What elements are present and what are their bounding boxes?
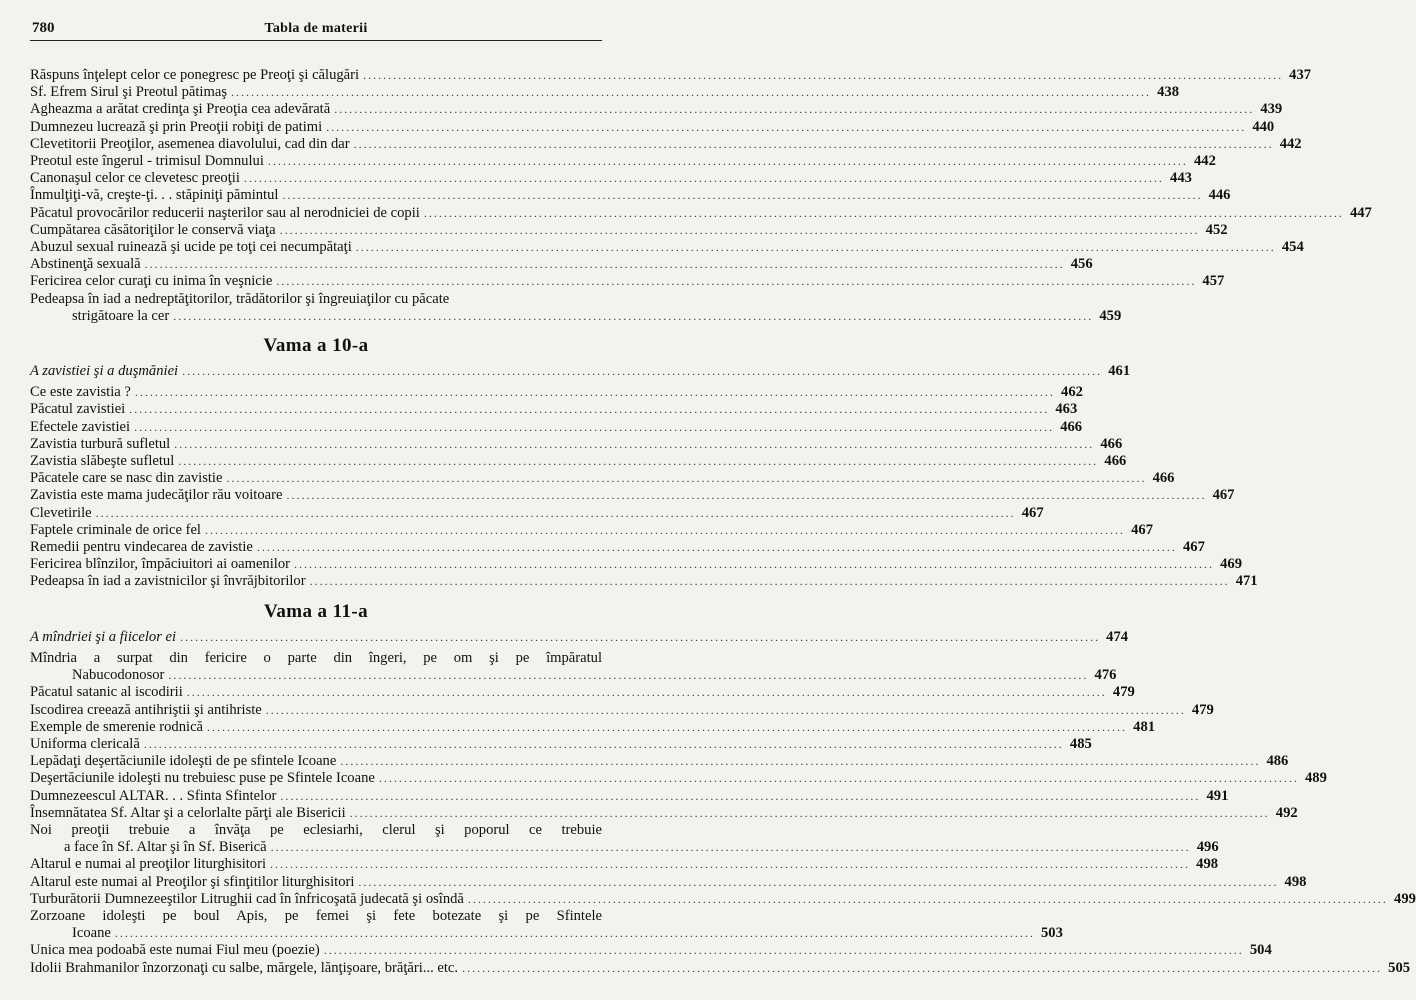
toc-entry-title: Cumpătarea căsătoriţilor le conservă viaţa [30,221,276,238]
toc-entry-page: 486 [1266,753,1289,770]
toc-entry-title: Idolii Brahmanilor înzorzonaţi cu salbe, mărgele, lănţişoare, brăţări... etc. [30,959,459,976]
dot-leader: ........................................................................................................................................................................................ [309,574,1230,589]
toc-entry [30,770,1327,787]
toc-entry-title: Exemple de smerenie rodnică [30,718,204,735]
toc-entry [30,573,1258,590]
toc-entry [30,135,1302,153]
toc-entry-page: 439 [1260,101,1283,118]
toc-entry-title-line1: Pedeapsa în iad a nedreptăţitorilor, trădătorilor şi îngreuiaţilor cu păcate [30,290,450,307]
dot-leader: ........................................................................................................................................................................................ [114,926,1035,941]
toc-entry-title: Răspuns înţelept celor ce ponegresc pe Preoţi şi călugări [30,67,360,83]
toc-group-vama-11-a [30,684,1327,822]
toc-entry-page: 498 [1284,873,1307,890]
toc-entry-page: 456 [1070,256,1093,273]
toc-entry [30,907,1063,942]
toc-entry [30,856,1219,873]
toc-entry-page: 447 [1349,204,1372,221]
toc-entry-page: 496 [1196,839,1219,856]
toc-group-vama-9-continued [30,67,1372,291]
toc-entry-title: Altarul e numai al preoţilor liturghisitori [30,856,267,873]
toc-group-vama-10 [30,384,1258,590]
toc-entry-title: Efectele zavistiei [30,418,131,435]
toc-entry [30,435,1123,453]
toc-entry [30,787,1229,805]
toc-entry-title-line2: a face în Sf. Altar şi în Sf. Biserică [64,839,267,856]
toc-entry [30,684,1135,701]
toc-entry-title-line2: Nabucodonosor [72,667,165,684]
toc-entry-title: Înmulţiţi-vă, creşte-ţi. . . stăpiniţi pămintul [30,187,279,204]
dot-leader: ........................................................................................................................................................................................ [134,419,1055,434]
toc-group-vama-11-b [30,856,1416,908]
dot-leader: ........................................................................................................................................................................................ [323,943,1244,958]
toc-entry-page: 466 [1152,470,1175,487]
toc-entry-page: 466 [1100,435,1123,452]
dot-leader: ........................................................................................................................................................................................ [326,119,1247,134]
toc-entry [30,239,1304,256]
toc-entry-page: 492 [1275,804,1298,821]
dot-leader: ........................................................................................................................................................................................ [143,736,1064,751]
toc-entry-page: 479 [1191,701,1214,718]
toc-entry-title-line2: strigătoare la cer [72,307,170,324]
toc-entry [30,735,1092,753]
toc-entry [30,384,1083,401]
toc-entry-page: 499 [1394,890,1416,907]
section-title-vama-10: Vama a 10-a [263,335,369,357]
dot-leader: ........................................................................................................................................................................................ [378,771,1299,786]
toc-entry-title: Abuzul sexual ruinează şi ucide pe toţi cei necumpătaţi [30,239,352,256]
toc-entry-title: Fericirea celor curaţi cu inima în veşnicie [30,273,273,290]
toc-group-vama-11-c [30,942,1411,976]
book-page [30,18,1416,977]
toc-entry-title: Păcatul provocărilor reducerii naşterilor sau al nerodniciei de copii [30,204,420,221]
toc-entry [30,753,1289,770]
toc-entry-title: Abstinenţă sexuală [30,256,141,273]
toc-entry-page: 459 [1099,307,1122,324]
toc-entry-title: Uniforma clericală [30,735,140,752]
section-subtitle-entry [30,628,1129,646]
toc-entry-page: 437 [1289,67,1312,83]
toc-entry [30,118,1275,136]
toc-entry-title: Pedeapsa în iad a zavistnicilor şi învrăjbitorilor [30,573,306,590]
toc-entry-page: 466 [1060,418,1083,435]
toc-entry-page: 489 [1304,770,1327,787]
toc-entry-page: 466 [1104,453,1127,470]
toc-entry-title: Deşertăciunile idoleşti nu trebuiesc puse pe Sfintele Icoane [30,770,375,787]
toc-entry-title: Zavistia turbură sufletul [30,435,171,452]
toc-entry [30,418,1083,436]
toc-entry-page: 491 [1206,787,1229,804]
toc-entry-page: 504 [1249,942,1272,959]
dot-leader: ........................................................................................................................................................................................ [358,874,1279,889]
dot-leader: ........................................................................................................................................................................................ [334,102,1255,117]
toc-entry [30,804,1298,822]
toc-entry [30,453,1127,470]
toc-entry-page: 438 [1157,84,1179,101]
dot-leader: ........................................................................................................................................................................................ [178,454,1099,469]
page-header [30,18,602,41]
toc-entry [30,649,1117,684]
dot-leader: ........................................................................................................................................................................................ [267,154,1188,169]
toc-entry-page: 440 [1252,118,1275,135]
toc-entry-title: Faptele criminale de orice fel [30,521,201,538]
toc-entry [30,256,1093,273]
toc-entry [30,521,1153,539]
toc-entry-title: Ce este zavistia ? [30,384,131,401]
dot-leader: ........................................................................................................................................................................................ [144,257,1065,272]
toc-entry-page: 467 [1021,504,1044,521]
toc-entry-title-line1: Noi preoţii trebuie a învăţa pe eclesiarhi, clerul şi poporul ce trebuie [30,821,602,838]
toc-entry-title: Păcatul zavistiei [30,401,126,418]
dot-leader: ........................................................................................................................................................................................ [134,385,1055,400]
toc-entry-title: Lepădaţi deşertăciunile idoleşti de pe sfintele Icoane [30,753,337,770]
toc-entry [30,873,1307,891]
toc-entry [30,539,1205,556]
toc-entry-title: Canonaşul celor ce clevetesc preoţii [30,170,240,187]
dot-leader: ........................................................................................................................................................................................ [276,274,1197,289]
toc-entry-page: 462 [1061,384,1083,401]
dot-leader: ........................................................................................................................................................................................ [180,629,1101,644]
dot-leader: ........................................................................................................................................................................................ [95,505,1016,520]
toc-entry [30,556,1242,573]
toc-entry-page: 485 [1069,735,1092,752]
toc-entry-page: 467 [1212,487,1235,504]
toc-entry-title: Dumnezeescul ALTAR. . . Sfinta Sfintelor [30,787,277,804]
toc-entry [30,187,1231,204]
toc-entry-title-line1: Mîndria a surpat din fericire o parte din îngeri, pe om şi pe împăratul [30,649,602,666]
dot-leader: ........................................................................................................................................................................................ [174,436,1095,451]
toc-entry-title: Turburătorii Dumnezeeştilor Litrughii cad în înfricoşată judecată şi osîndă [30,890,464,907]
dot-leader: ........................................................................................................................................................................................ [243,171,1164,186]
toc-entry [30,718,1156,736]
toc-entry-title: Clevetirile [30,504,92,521]
dot-leader: ........................................................................................................................................................................................ [294,557,1214,572]
toc-entry-page: 457 [1202,273,1225,290]
dot-leader: ........................................................................................................................................................................................ [353,136,1274,151]
toc-entry-page: 467 [1131,521,1153,538]
dot-leader: ........................................................................................................................................................................................ [226,471,1147,486]
toc-entry-title-line1: Zorzoane idoleşti pe boul Apis, pe femei şi fete botezate şi pe Sfintele [30,907,602,924]
toc-entry [30,942,1272,959]
toc-entry [30,101,1283,118]
toc-entry-page: 463 [1055,401,1078,418]
toc-entry [30,290,1122,325]
dot-leader: ........................................................................................................................................................................................ [265,702,1186,717]
toc-entry-page: 471 [1235,573,1258,590]
toc-entry [30,821,1219,856]
toc-entry-title: Zavistia slăbeşte sufletul [30,453,175,470]
toc-entry [30,221,1228,239]
dot-leader: ........................................................................................................................................................................................ [182,364,1103,379]
dot-leader: ........................................................................................................................................................................................ [467,891,1388,906]
toc-entry [30,84,1179,101]
dot-leader: ........................................................................................................................................................................................ [173,308,1094,323]
toc-entry-title: Iscodirea creează antihriştii şi antihriste [30,701,262,718]
toc-entry-title: Zavistia este mama judecăţilor rău voitoare [30,487,283,504]
dot-leader: ........................................................................................................................................................................................ [363,68,1284,82]
toc-entry-title: Păcatul satanic al iscodirii [30,684,183,701]
dot-leader: ........................................................................................................................................................................................ [282,188,1203,203]
toc-entry-page: 505 [1388,959,1411,976]
toc-entry-page: 443 [1170,170,1192,187]
toc-entry-page: 461 [1108,363,1131,380]
toc-entry [30,67,1312,84]
dot-leader: ........................................................................................................................................................................................ [186,685,1107,700]
section-subtitle-entry [30,363,1131,380]
dot-leader: ........................................................................................................................................................................................ [270,840,1191,855]
toc-entry-title: Păcatele care se nasc din zavistie [30,470,223,487]
toc-entry [30,701,1214,719]
dot-leader: ........................................................................................................................................................................................ [256,540,1177,555]
dot-leader: ........................................................................................................................................................................................ [129,402,1050,417]
toc-entry-page: 442 [1194,153,1216,170]
toc-entry-page: 474 [1106,628,1129,645]
toc-entry [30,959,1411,977]
dot-leader: ........................................................................................................................................................................................ [270,857,1191,872]
running-title: Tabla de materii [264,21,368,36]
section-subtitle: A zavistiei şi a duşmăniei [30,363,179,380]
dot-leader: ........................................................................................................................................................................................ [279,222,1200,237]
toc-entry-page: 498 [1196,856,1219,873]
toc-entry-page: 446 [1208,187,1231,204]
section-subtitle: A mîndriei şi a fiicelor ei [30,628,177,645]
toc-entry-page: 454 [1281,239,1304,256]
dot-leader: ........................................................................................................................................................................................ [205,522,1125,537]
toc-entry-page: 476 [1094,667,1117,684]
dot-leader: ........................................................................................................................................................................................ [355,240,1276,255]
toc-entry [30,204,1372,222]
dot-leader: ........................................................................................................................................................................................ [340,754,1261,769]
section-title-vama-11: Vama a 11-a [264,600,368,622]
toc-entry-title: Remedii pentru vindecarea de zavistie [30,539,253,556]
dot-leader: ........................................................................................................................................................................................ [286,488,1207,503]
toc-entry [30,170,1192,187]
toc-entry [30,487,1235,504]
dot-leader: ........................................................................................................................................................................................ [207,719,1128,734]
toc-entry-title: Sf. Efrem Sirul şi Preotul pătimaş [30,84,227,101]
toc-entry-title: Altarul este numai al Preoţilor şi sfinţitilor liturghisitori [30,873,355,890]
toc-entry-title: Unica mea podoabă este numai Fiul meu (poezie) [30,942,320,959]
toc-entry-page: 481 [1133,718,1156,735]
toc-entry-title-line2: Icoane [72,925,111,942]
toc-entry-page: 452 [1205,221,1228,238]
toc-entry-title: Fericirea blînzilor, împăciuitori ai oamenilor [30,556,290,573]
toc-entry-title: Agheazma a arătat credinţa şi Preoţia cea adevărată [30,101,331,118]
toc-entry [30,470,1175,487]
dot-leader: ........................................................................................................................................................................................ [280,788,1201,803]
page-number: 780 [32,20,55,36]
toc-entry-page: 503 [1041,925,1063,942]
dot-leader: ........................................................................................................................................................................................ [231,85,1151,100]
toc-entry [30,401,1078,418]
toc-entry [30,504,1044,522]
toc-entry [30,153,1216,170]
dot-leader: ........................................................................................................................................................................................ [462,960,1383,975]
toc-entry [30,890,1416,908]
toc-entry [30,273,1225,290]
toc-entry-page: 467 [1182,539,1205,556]
toc-entry-page: 469 [1220,556,1242,573]
toc-entry-title: Dumnezeu lucrează şi prin Preoţii robiţi de patimi [30,118,323,135]
dot-leader: ........................................................................................................................................................................................ [349,805,1270,820]
toc-entry-page: 442 [1279,135,1302,152]
dot-leader: ........................................................................................................................................................................................ [168,668,1089,683]
toc-entry-title: Însemnătatea Sf. Altar şi a celorlalte părţi ale Bisericii [30,804,346,821]
toc-entry-title: Clevetitorii Preoţilor, asemenea diavolului, cad din dar [30,135,350,152]
toc-entry-page: 479 [1112,684,1135,701]
toc-entry-title: Preotul este îngerul - trimisul Domnului [30,153,264,170]
dot-leader: ........................................................................................................................................................................................ [423,205,1344,220]
